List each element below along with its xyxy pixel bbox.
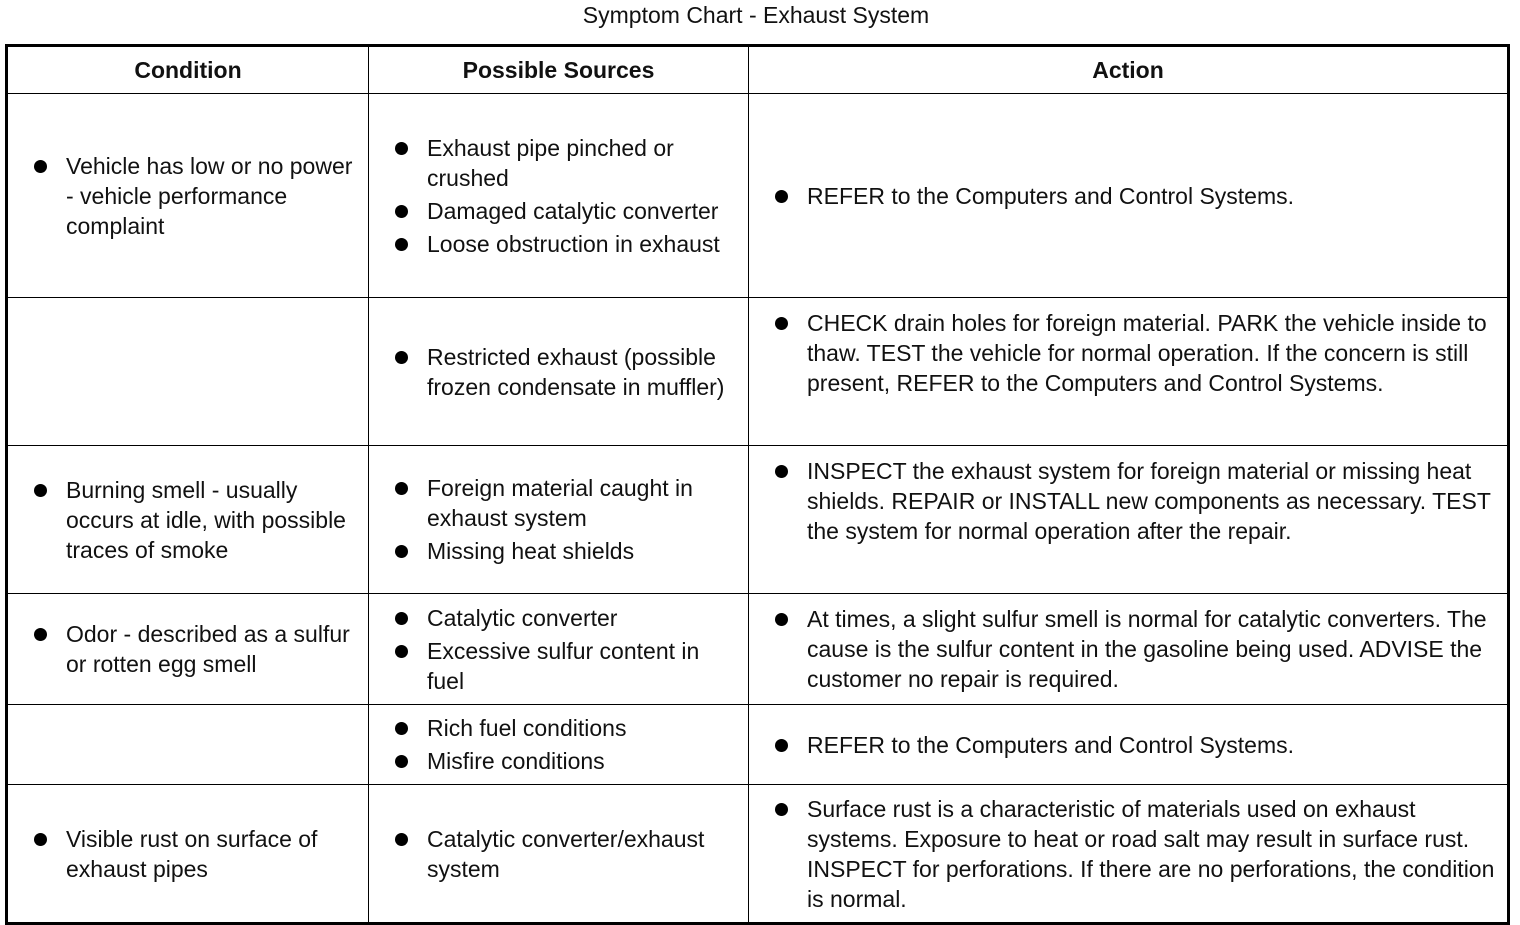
bullet-icon (34, 833, 47, 846)
table-row (7, 446, 1509, 594)
table-row (7, 94, 1509, 298)
bullet-icon (775, 190, 788, 203)
header-condition: Condition (7, 46, 369, 94)
list-item: At times, a slight sulfur smell is normal for catalytic converters. The cause is the sulfur content in the gasoline being used. ADVISE the customer no repair is required. (749, 604, 1507, 694)
list-item: Excessive sulfur content in fuel (369, 636, 748, 696)
condition-cell (7, 446, 369, 594)
table-row (7, 705, 1509, 785)
list-item: Catalytic converter/exhaust system (369, 824, 748, 884)
chart-title: Symptom Chart - Exhaust System (582, 2, 930, 28)
list-item: Vehicle has low or no power - vehicle performance complaint (8, 151, 368, 241)
bullet-icon (395, 351, 408, 364)
bullet-icon (775, 465, 788, 478)
bullet-icon (395, 238, 408, 251)
action-cell (749, 785, 1509, 924)
condition-cell (7, 705, 369, 785)
header-action: Action (749, 46, 1509, 94)
action-cell (749, 594, 1509, 705)
list-item: Burning smell - usually occurs at idle, with possible traces of smoke (8, 475, 368, 565)
sources-cell (369, 705, 749, 785)
condition-cell (7, 594, 369, 705)
bullet-icon (395, 482, 408, 495)
bullet-icon (395, 833, 408, 846)
list-item: Surface rust is a characteristic of materials used on exhaust systems. Exposure to heat or road salt may result in surface rust. INSPECT for perforations. If there are no perforations, the condition is normal. (749, 794, 1507, 914)
bullet-icon (395, 612, 408, 625)
list-item: Damaged catalytic converter (369, 196, 748, 226)
bullet-icon (775, 317, 788, 330)
condition-cell (7, 94, 369, 298)
action-cell (749, 94, 1509, 298)
action-cell (749, 705, 1509, 785)
list-item: Odor - described as a sulfur or rotten egg smell (8, 619, 368, 679)
list-item: Loose obstruction in exhaust (369, 229, 748, 259)
bullet-icon (775, 803, 788, 816)
table-row (7, 594, 1509, 705)
bullet-icon (34, 160, 47, 173)
condition-cell (7, 298, 369, 446)
sources-cell (369, 94, 749, 298)
list-item: Rich fuel conditions (369, 713, 748, 743)
list-item: Restricted exhaust (possible frozen condensate in muffler) (369, 342, 748, 402)
table-row (7, 785, 1509, 924)
sources-cell (369, 298, 749, 446)
list-item: Exhaust pipe pinched or crushed (369, 133, 748, 193)
bullet-icon (775, 613, 788, 626)
sources-cell (369, 594, 749, 705)
header-row (7, 46, 1509, 94)
list-item: REFER to the Computers and Control Systems. (749, 730, 1507, 760)
bullet-icon (395, 142, 408, 155)
list-item: Visible rust on surface of exhaust pipes (8, 824, 368, 884)
header-possible-sources: Possible Sources (369, 46, 749, 94)
list-item: Misfire conditions (369, 746, 748, 776)
sources-cell (369, 446, 749, 594)
action-cell (749, 298, 1509, 446)
list-item: Catalytic converter (369, 603, 748, 633)
symptom-chart-table (5, 44, 1510, 925)
list-item: REFER to the Computers and Control Systems. (749, 181, 1507, 211)
bullet-icon (34, 484, 47, 497)
action-cell (749, 446, 1509, 594)
table-row (7, 298, 1509, 446)
list-item: CHECK drain holes for foreign material. PARK the vehicle inside to thaw. TEST the vehicle for normal operation. If the concern is still present, REFER to the Computers and Control Systems. (749, 308, 1507, 398)
bullet-icon (395, 755, 408, 768)
bullet-icon (395, 545, 408, 558)
bullet-icon (395, 205, 408, 218)
list-item: INSPECT the exhaust system for foreign material or missing heat shields. REPAIR or INSTALL new components as necessary. TEST the system for normal operation after the repair. (749, 456, 1507, 546)
bullet-icon (395, 722, 408, 735)
bullet-icon (34, 628, 47, 641)
list-item: Missing heat shields (369, 536, 748, 566)
bullet-icon (395, 645, 408, 658)
bullet-icon (775, 739, 788, 752)
list-item: Foreign material caught in exhaust system (369, 473, 748, 533)
condition-cell (7, 785, 369, 924)
sources-cell (369, 785, 749, 924)
